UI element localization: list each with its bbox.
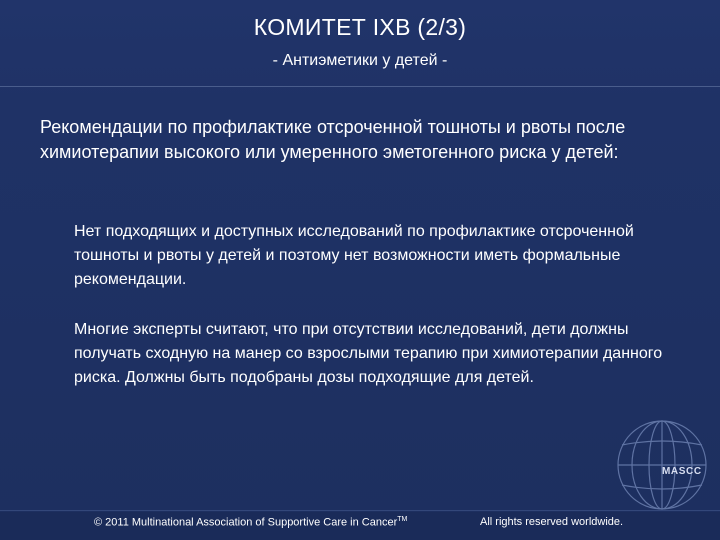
title-divider <box>0 86 720 87</box>
footer-copyright <box>94 516 407 529</box>
paragraph-1: Нет подходящих и доступных исследований по профилактике отсроченной тошноты и рвоты у детей и поэтому нет возможности иметь формальные рекомендации. <box>74 223 634 288</box>
globe-icon <box>612 415 712 515</box>
slide-subtitle: - Антиэметики у детей - <box>272 52 448 69</box>
slide-title: КОМИТЕТ IXB (2/3) <box>253 14 467 40</box>
copyright-text: © 2011 Multinational Association of Supportive Care in Cancer <box>94 516 398 529</box>
intro-text: Рекомендации по профилактике отсроченной тошноты и рвоты после химиотерапии высокого или умеренного эметогенного риска у детей: <box>40 117 626 162</box>
trademark-mark: TM <box>397 516 408 523</box>
footer-divider <box>0 510 720 511</box>
paragraph-2: Многие эксперты считают, что при отсутствии исследований, дети должны получать сходную на манер со взрослыми терапию при химиотерапии данного риска. Должны быть подобраны дозы подходящие для детей. <box>74 321 663 386</box>
mascc-logo-text: MASCC <box>662 466 702 477</box>
footer-rights: All rights reserved worldwide. <box>480 516 624 528</box>
